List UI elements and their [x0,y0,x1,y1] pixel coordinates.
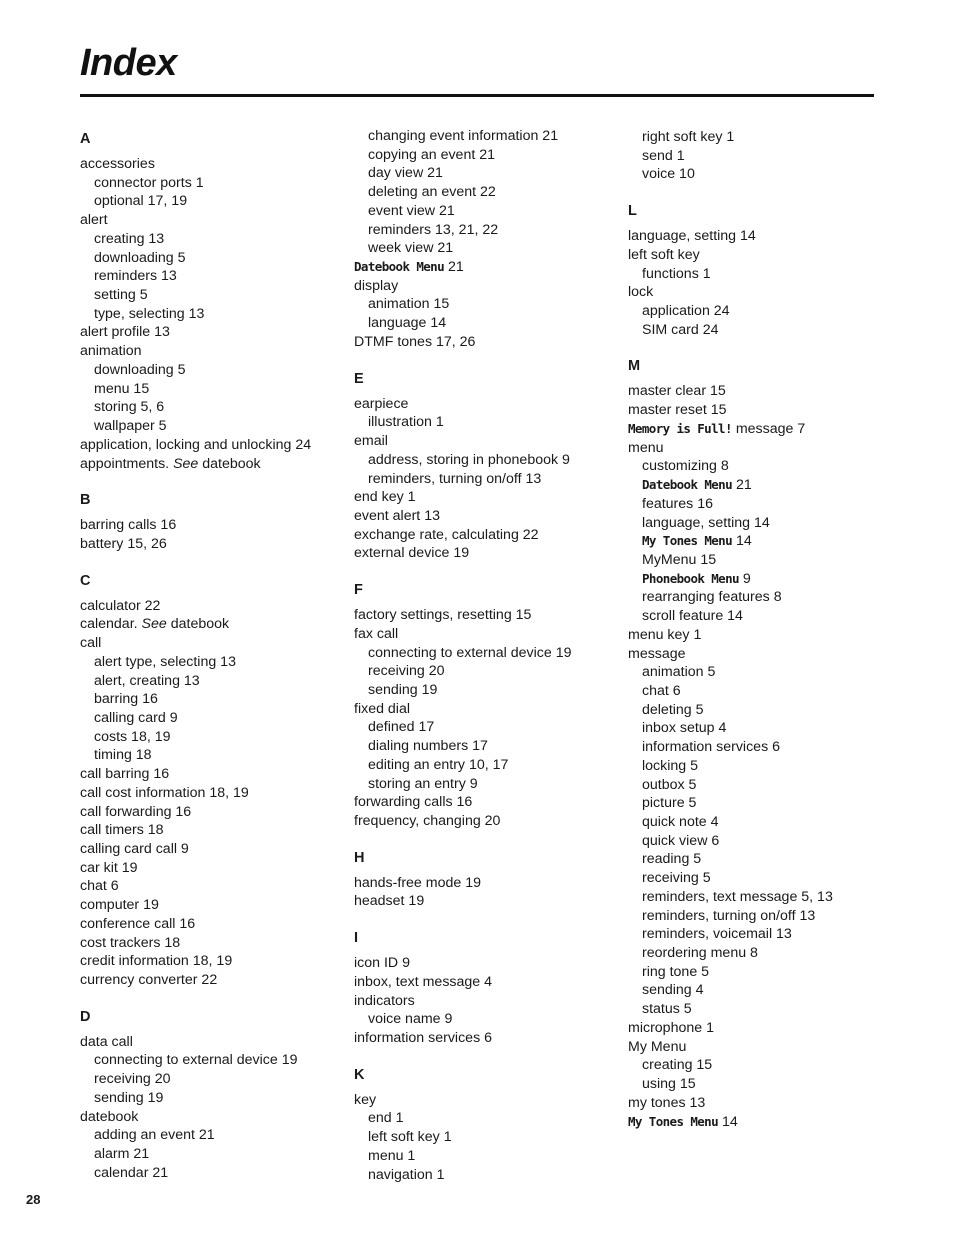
index-subentry: event view 21 [368,202,455,219]
index-subentry: information services 6 [642,739,780,756]
index-subentry: outbox 5 [642,776,697,793]
index-entry: call barring 16 [80,766,170,783]
index-subentry: send 1 [642,147,685,164]
see-reference: See [141,616,167,633]
page-reference: message 7 [731,420,806,437]
index-entry: my tones 13 [628,1094,706,1111]
index-entry: headset 19 [354,893,425,910]
index-entry: menu [628,439,664,456]
index-subentry: voice name 9 [368,1011,453,1028]
index-letter-heading: D [80,1008,91,1025]
index-subentry: optional 17, 19 [94,193,188,210]
page-title: Index [80,42,177,84]
index-entry [628,1113,896,1132]
index-letter-heading: C [80,572,91,589]
page-reference: 9 [738,570,751,587]
index-subentry: reminders, turning on/off 13 [368,470,542,487]
index-subentry: rearranging features 8 [642,589,782,606]
index-subentry: copying an event 21 [368,146,495,163]
menu-name-label: My Tones Menu [642,533,733,549]
index-entry [80,455,348,474]
index-entry: data call [80,1033,133,1050]
index-entry: application, locking and unlocking 24 [80,436,312,453]
index-subentry: sending 19 [368,681,438,698]
index-entry: call timers 18 [80,822,164,839]
page-reference: 21 [732,477,752,494]
index-subentry: reminders, voicemail 13 [642,926,792,943]
index-subentry: language 14 [368,315,447,332]
index-subentry: creating 15 [642,1057,713,1074]
index-subentry: setting 5 [94,287,148,304]
index-entry: key [354,1091,377,1108]
index-entry: icon ID 9 [354,955,410,972]
index-subentry: language, setting 14 [642,514,770,531]
index-subentry: alert, creating 13 [94,672,200,689]
index-entry: conference call 16 [80,915,196,932]
index-column-2 [354,127,622,1184]
index-entry: alert profile 13 [80,324,170,341]
index-letter-heading: E [354,370,364,387]
index-subentry: defined 17 [368,719,435,736]
index-subentry: changing event information 21 [368,128,559,144]
index-subentry: deleting an event 22 [368,184,496,201]
index-entry [628,420,896,439]
index-entry: fax call [354,625,399,642]
index-subentry: scroll feature 14 [642,608,743,625]
index-subentry: quick view 6 [642,832,720,849]
index-entry: battery 15, 26 [80,535,167,552]
index-subentry: type, selecting 13 [94,305,205,322]
index-letter-heading: B [80,492,91,509]
index-entry: display [354,277,399,294]
index-entry: lock [628,284,654,301]
index-subentry: illustration 1 [368,414,444,431]
index-subentry: reminders 13, 21, 22 [368,221,499,238]
index-subentry: reminders 13 [94,268,177,285]
index-letter-heading: F [354,582,363,599]
index-subentry [628,476,896,495]
index-subentry: status 5 [642,1001,692,1018]
index-subentry: receiving 20 [94,1071,171,1088]
index-entry: call [80,635,102,652]
index-entry: alert [80,212,108,229]
index-subentry: week view 21 [368,240,454,257]
index-subentry: animation 15 [368,296,450,313]
index-entry: external device 19 [354,545,470,562]
index-subentry: barring 16 [94,691,158,708]
index-entry: computer 19 [80,897,159,914]
see-target: datebook [166,616,230,633]
index-subentry: end 1 [368,1110,404,1127]
index-subentry: ring tone 5 [642,963,710,980]
index-column-3 [628,128,896,1131]
index-entry: barring calls 16 [80,517,177,534]
index-letter-heading: I [354,930,359,947]
index-subentry: sending 4 [642,982,704,999]
index-subentry [628,532,896,551]
index-subentry: chat 6 [642,682,681,699]
page-reference: 14 [718,1113,738,1130]
entry-term: calendar. [80,616,142,633]
index-subentry: locking 5 [642,757,698,774]
index-subentry: left soft key 1 [368,1129,452,1146]
index-subentry: deleting 5 [642,701,704,718]
index-subentry: picture 5 [642,795,697,812]
index-entry: forwarding calls 16 [354,794,473,811]
index-subentry: day view 21 [368,165,443,182]
title-divider [80,94,874,97]
index-entry: calculator 22 [80,597,161,614]
index-entry [80,615,348,634]
index-subentry: customizing 8 [642,458,729,475]
index-entry: menu key 1 [628,626,702,643]
index-subentry: animation 5 [642,664,716,681]
index-entry: datebook [80,1108,139,1125]
index-subentry: connecting to external device 19 [94,1052,298,1069]
index-entry: currency converter 22 [80,972,218,989]
index-entry: message [628,645,686,662]
page-reference: 14 [732,533,752,550]
page-reference: 21 [444,259,464,276]
index-subentry: SIM card 24 [642,321,719,338]
index-entry: email [354,433,388,450]
index-subentry: timing 18 [94,747,152,764]
menu-name-label: Phonebook Menu [642,570,739,586]
index-entry: cost trackers 18 [80,934,181,951]
index-subentry: alarm 21 [94,1146,150,1163]
index-subentry: sending 19 [94,1089,164,1106]
index-subentry: alert type, selecting 13 [94,653,236,670]
index-entry: language, setting 14 [628,228,756,245]
index-subentry: connector ports 1 [94,174,204,191]
index-entry: DTMF tones 17, 26 [354,333,476,350]
index-subentry: navigation 1 [368,1166,445,1183]
index-subentry: MyMenu 15 [642,551,717,568]
index-letter-heading: L [628,203,637,220]
index-entry: master clear 15 [628,383,726,400]
menu-name-label: Datebook Menu [642,477,733,493]
index-subentry: reading 5 [642,851,702,868]
index-subentry: quick note 4 [642,814,719,830]
index-entry: information services 6 [354,1030,492,1047]
index-subentry: downloading 5 [94,249,186,266]
index-subentry: storing 5, 6 [94,399,165,416]
index-entry: earpiece [354,395,409,412]
index-subentry: menu 1 [368,1147,416,1164]
index-subentry: reordering menu 8 [642,945,758,962]
index-entry: left soft key [628,246,700,263]
index-subentry: reminders, turning on/off 13 [642,907,816,924]
index-entry: accessories [80,156,155,172]
index-subentry: connecting to external device 19 [368,644,572,661]
index-entry: microphone 1 [628,1019,714,1036]
index-entry: My Menu [628,1038,687,1055]
index-subentry: application 24 [642,303,730,320]
index-entry: chat 6 [80,878,119,895]
index-subentry: right soft key 1 [642,129,735,145]
index-subentry: costs 18, 19 [94,728,171,745]
index-entry: inbox, text message 4 [354,973,493,990]
index-subentry: features 16 [642,495,713,512]
menu-name-label: Memory is Full! [628,420,732,436]
index-subentry [628,570,896,589]
index-entry: fixed dial [354,700,410,717]
index-entry: event alert 13 [354,507,440,524]
index-subentry: downloading 5 [94,361,186,378]
index-subentry: reminders, text message 5, 13 [642,888,833,905]
page-number: 28 [26,1192,41,1207]
index-letter-heading: K [354,1066,365,1083]
index-subentry: editing an entry 10, 17 [368,756,509,773]
index-entry [354,258,622,277]
index-entry: calling card call 9 [80,841,189,857]
index-letter-heading: H [354,849,365,866]
index-entry: car kit 19 [80,859,138,876]
index-letter-heading: A [80,131,91,147]
menu-name-label: My Tones Menu [628,1113,719,1129]
index-subentry: voice 10 [642,166,695,183]
index-subentry: adding an event 21 [94,1127,215,1144]
index-subentry: receiving 5 [642,870,711,887]
index-subentry: calling card 9 [94,709,178,726]
entry-term: appointments. [80,455,174,472]
see-reference: See [173,455,199,472]
index-subentry: menu 15 [94,380,150,397]
index-entry: exchange rate, calculating 22 [354,526,539,543]
menu-name-label: Datebook Menu [354,259,445,275]
index-entry: factory settings, resetting 15 [354,607,532,624]
index-subentry: functions 1 [642,265,711,282]
index-entry: credit information 18, 19 [80,953,233,970]
index-letter-heading: M [628,358,641,375]
index-entry: animation [80,343,142,360]
index-subentry: receiving 20 [368,663,445,680]
index-subentry: dialing numbers 17 [368,738,488,755]
index-column-1 [80,128,348,1183]
index-entry: call forwarding 16 [80,803,192,820]
index-subentry: wallpaper 5 [94,418,167,435]
index-entry: frequency, changing 20 [354,813,501,829]
index-entry: end key 1 [354,489,416,506]
index-subentry: using 15 [642,1076,696,1093]
index-entry: master reset 15 [628,402,727,419]
index-subentry: storing an entry 9 [368,775,478,792]
index-entry: hands-free mode 19 [354,874,481,891]
index-entry: indicators [354,992,415,1009]
see-target: datebook [198,455,261,472]
index-entry: call cost information 18, 19 [80,784,249,801]
index-subentry: inbox setup 4 [642,720,727,737]
index-subentry: calendar 21 [94,1164,169,1181]
index-subentry: address, storing in phonebook 9 [368,451,570,468]
index-subentry: creating 13 [94,230,165,247]
